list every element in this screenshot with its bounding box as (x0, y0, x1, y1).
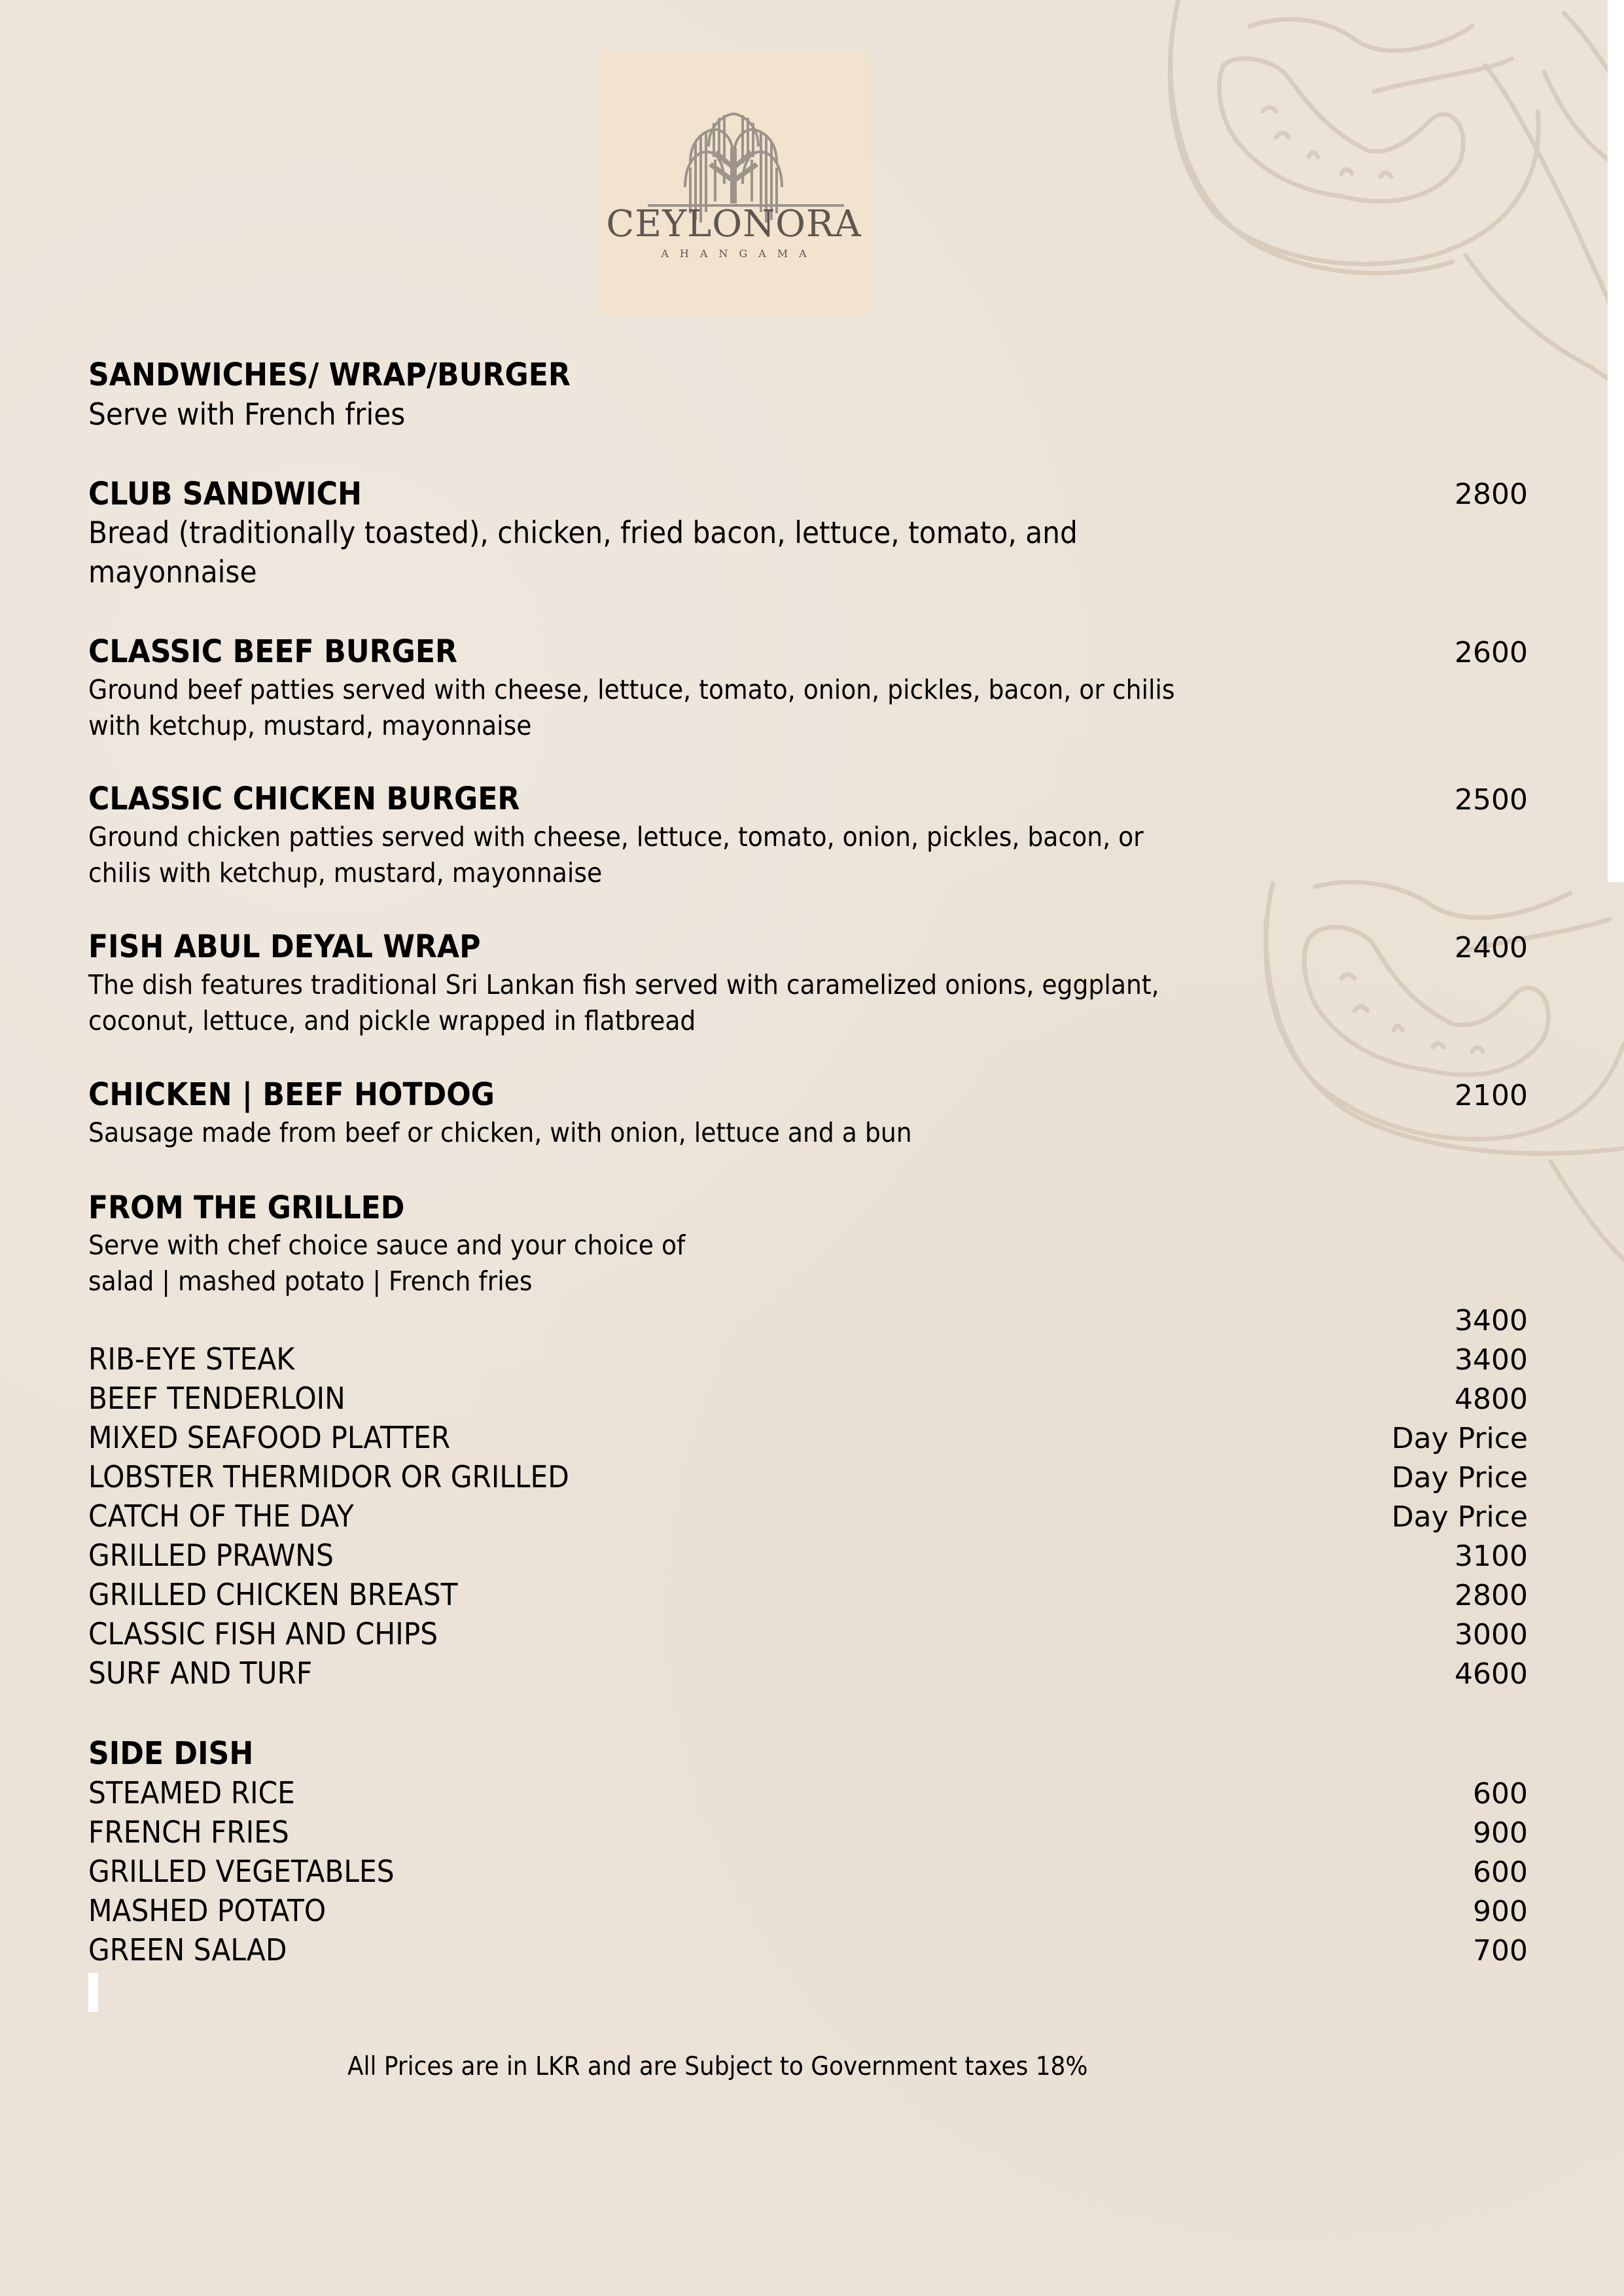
item-price: 2100 (1455, 1079, 1528, 1112)
item-price: 3400 (1455, 1343, 1528, 1377)
item-name: GRILLED CHICKEN BREAST (88, 1577, 458, 1612)
page-edge-strip (1608, 0, 1624, 882)
footer-tax-note: All Prices are in LKR and are Subject to Government taxes 18% (347, 2052, 1088, 2081)
item-price: 2400 (1455, 931, 1528, 964)
brand-location: AHANGAMA (661, 247, 818, 260)
item-name: CLASSIC BEEF BURGER (88, 633, 458, 670)
item-description: chilis with ketchup, mustard, mayonnaise (88, 857, 603, 889)
item-name: FISH ABUL DEYAL WRAP (88, 928, 481, 965)
item-name: CLASSIC CHICKEN BURGER (88, 781, 520, 817)
item-price: 3000 (1455, 1618, 1528, 1651)
item-price: 2800 (1455, 478, 1528, 511)
item-name: MIXED SEAFOOD PLATTER (88, 1420, 451, 1455)
item-description: coconut, lettuce, and pickle wrapped in flatbread (88, 1005, 696, 1036)
brand-name: CEYLONORA (606, 203, 862, 245)
item-price: 600 (1473, 1856, 1528, 1889)
item-name: CLASSIC FISH AND CHIPS (88, 1616, 438, 1651)
section-title-grilled: FROM THE GRILLED (88, 1190, 405, 1226)
item-name: GRILLED VEGETABLES (88, 1854, 395, 1889)
item-name: CHICKEN | BEEF HOTDOG (88, 1076, 495, 1113)
item-name: BEEF TENDERLOIN (88, 1381, 345, 1416)
item-name: GREEN SALAD (88, 1932, 287, 1968)
item-price: Day Price (1391, 1500, 1528, 1534)
item-description: with ketchup, mustard, mayonnaise (88, 710, 532, 741)
section-subtitle-grilled: salad | mashed potato | French fries (88, 1265, 533, 1297)
item-description: Ground chicken patties served with cheese, lettuce, tomato, onion, pickles, bacon, or (88, 821, 1144, 853)
item-description: Bread (traditionally toasted), chicken, fried bacon, lettuce, tomato, and (88, 515, 1078, 550)
item-price: 700 (1473, 1934, 1528, 1968)
item-name: SURF AND TURF (88, 1655, 313, 1691)
item-price: 600 (1473, 1777, 1528, 1810)
brand-logo (599, 50, 869, 315)
item-price: 4800 (1455, 1383, 1528, 1416)
item-name: CATCH OF THE DAY (88, 1498, 354, 1534)
item-price: 2800 (1455, 1579, 1528, 1612)
item-name: CLUB SANDWICH (88, 476, 362, 512)
section-title-sandwiches: SANDWICHES/ WRAP/BURGER (88, 357, 571, 393)
item-price: 2600 (1455, 636, 1528, 669)
section-title-side-dish: SIDE DISH (88, 1735, 254, 1772)
item-price: Day Price (1391, 1461, 1528, 1494)
item-price: 3100 (1455, 1540, 1528, 1573)
section-subtitle-grilled: Serve with chef choice sauce and your choice of (88, 1229, 686, 1261)
item-price: 900 (1473, 1895, 1528, 1928)
item-name: RIB-EYE STEAK (88, 1341, 295, 1377)
item-description: mayonnaise (88, 554, 257, 590)
item-description: The dish features traditional Sri Lankan fish served with caramelized onions, eggplant, (88, 969, 1159, 1000)
orphan-price: 3400 (1455, 1304, 1528, 1337)
item-name: STEAMED RICE (88, 1775, 295, 1810)
item-name: LOBSTER THERMIDOR OR GRILLED (88, 1459, 569, 1494)
item-price: Day Price (1391, 1422, 1528, 1455)
text-cursor-mark (88, 1973, 98, 2012)
item-description: Ground beef patties served with cheese, lettuce, tomato, onion, pickles, bacon, or chilis (88, 674, 1175, 705)
item-price: 2500 (1455, 783, 1528, 817)
item-price: 900 (1473, 1816, 1528, 1850)
item-name: GRILLED PRAWNS (88, 1538, 334, 1573)
willow-tree-icon (599, 50, 869, 315)
item-name: FRENCH FRIES (88, 1814, 289, 1850)
section-subtitle-sandwiches: Serve with French fries (88, 397, 406, 432)
item-description: Sausage made from beef or chicken, with onion, lettuce and a bun (88, 1117, 912, 1148)
item-name: MASHED POTATO (88, 1893, 327, 1928)
item-price: 4600 (1455, 1657, 1528, 1691)
